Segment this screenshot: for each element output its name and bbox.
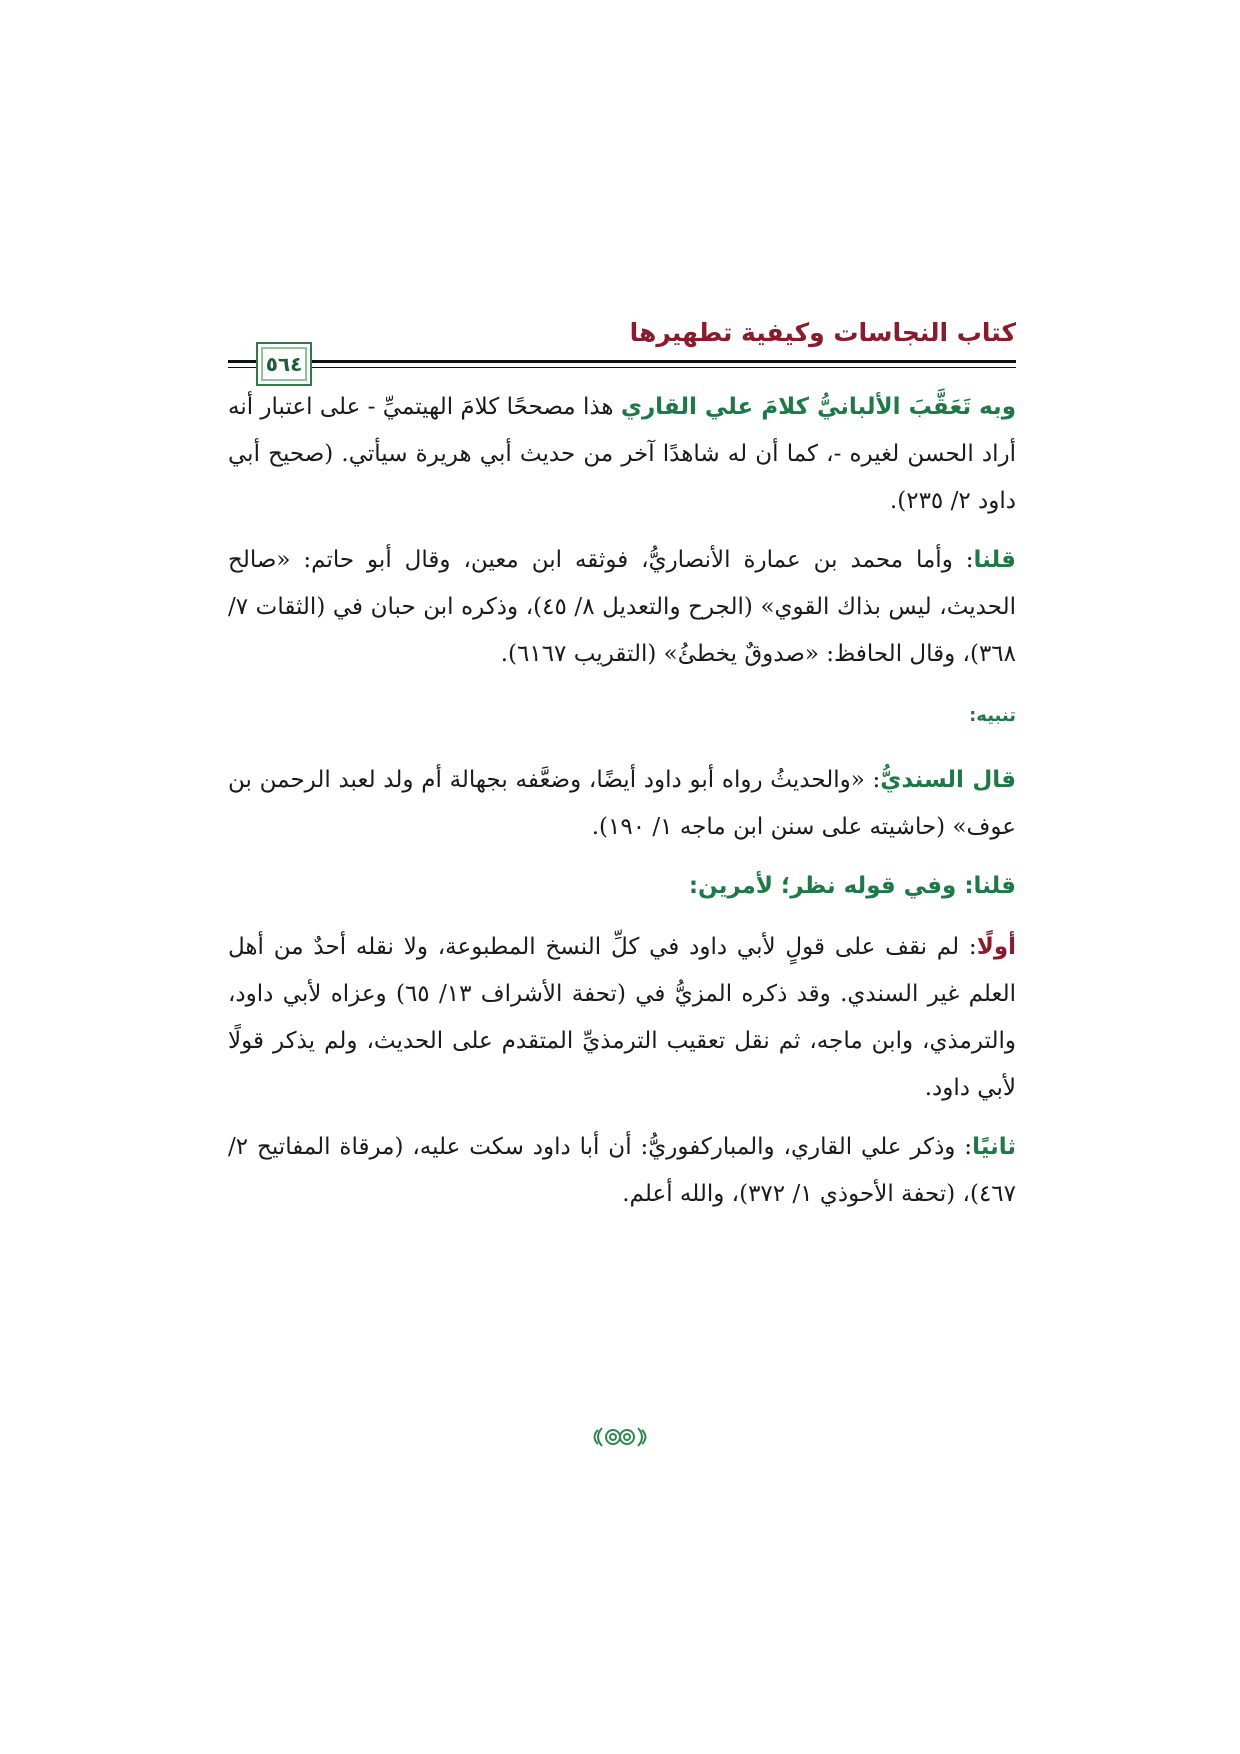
paragraph-2 bbox=[228, 537, 1016, 678]
paragraph-2-text: : وأما محمد بن عمارة الأنصاريُّ، فوثقه ابن معين، وقال أبو حاتم: «صالح الحديث، ليس بذاك القوي» (الجرح والتعديل ٨/ ٤٥)، وذكره ابن حبان في (الثقات ٧/ ٣٦٨)، وقال الحافظ: «صدوقٌ يخطئُ» (التقريب ٦١٦٧). bbox=[228, 547, 1016, 667]
floral-ornament-icon bbox=[580, 1422, 660, 1452]
header-rule bbox=[228, 360, 1016, 363]
paragraph-3 bbox=[228, 757, 1016, 851]
page-body bbox=[228, 384, 1016, 1230]
paragraph-4-text: : لم نقف على قولٍ لأبي داود في كلِّ النسخ المطبوعة، ولا نقله أحدٌ من أهل العلم غير السندي. وقد ذكره المزيُّ في (تحفة الأشراف ١٣/ ٦٥) وعزاه لأبي داود، والترمذي، وابن ماجه، ثم نقل تعقيب الترمذيِّ المتقدم على الحديث، ولم يذكر قولًا لأبي داود. bbox=[228, 934, 1017, 1101]
paragraph-3-lead: قال السنديُّ bbox=[880, 767, 1017, 793]
paragraph-4 bbox=[228, 924, 1016, 1112]
paragraph-3-text: : «والحديثُ رواه أبو داود أيضًا، وضعَّفه بجهالة أم ولد لعبد الرحمن بن عوف» (حاشيته على سنن ابن ماجه ١/ ١٩٠). bbox=[228, 767, 1016, 840]
header-rule-thin bbox=[228, 367, 1016, 368]
paragraph-4-lead: أولًا bbox=[976, 934, 1016, 960]
paragraph-1-lead: وبه تَعَقَّبَ الألبانيُّ كلامَ علي القاري bbox=[620, 394, 1016, 420]
paragraph-5-text: : وذكر علي القاري، والمباركفوريُّ: أن أبا داود سكت عليه، (مرقاة المفاتيح ٢/ ٤٦٧)، (تحفة الأحوذي ١/ ٣٧٢)، والله أعلم. bbox=[228, 1134, 1016, 1207]
paragraph-1-text: هذا مصححًا كلامَ الهيتميِّ - على اعتبار أنه أراد الحسن لغيره -، كما أن له شاهدًا آخر من حديث أبي هريرة سيأتي. (صحيح أبي داود ٢/ ٢٣٥). bbox=[228, 394, 1016, 514]
page-header bbox=[228, 316, 1016, 376]
paragraph-5 bbox=[228, 1124, 1016, 1218]
paragraph-2-lead: قلنا bbox=[973, 547, 1016, 573]
paragraph-1 bbox=[228, 384, 1016, 525]
page-number-badge: ٥٦٤ bbox=[256, 342, 312, 386]
book-title: كتاب النجاسات وكيفية تطهيرها bbox=[629, 318, 1016, 347]
sub-heading: قلنا: وفي قوله نظر؛ لأمرين: bbox=[688, 873, 1016, 899]
note-heading: تنبيه: bbox=[969, 705, 1016, 726]
paragraph-5-lead: ثانيًا bbox=[972, 1134, 1016, 1160]
